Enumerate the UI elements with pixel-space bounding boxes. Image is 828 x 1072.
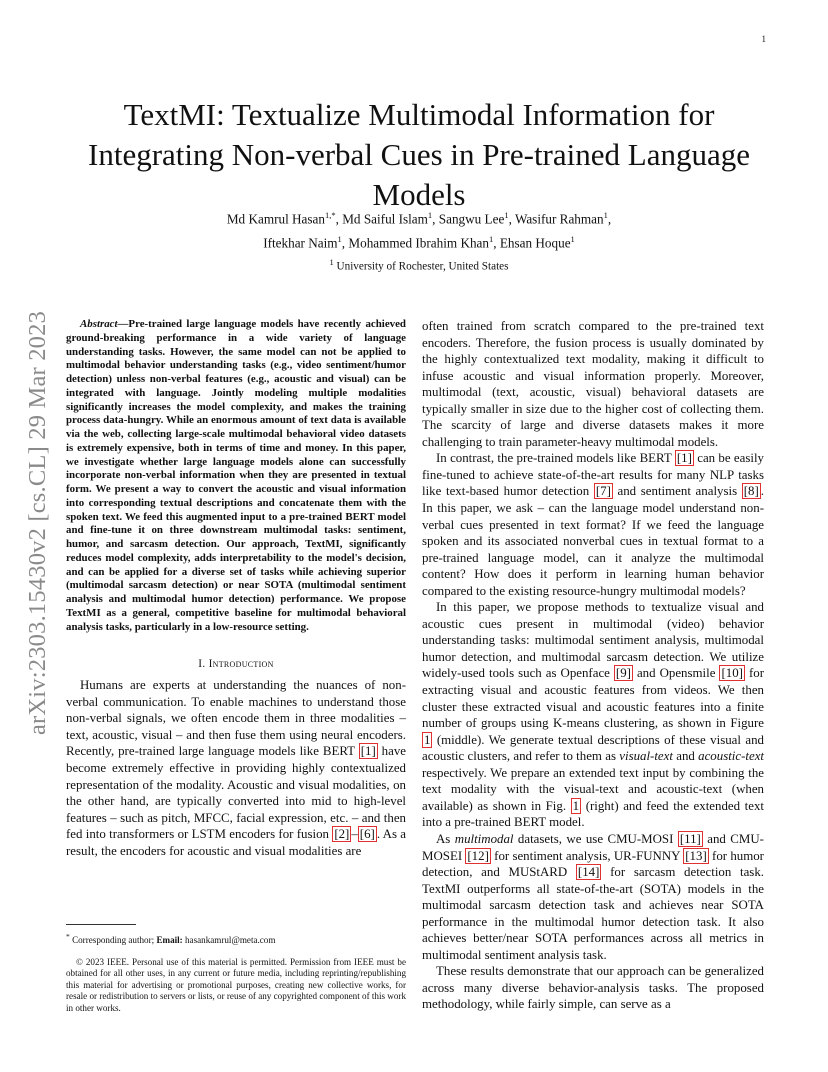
- affiliation: [70, 257, 768, 273]
- intro-paragraph-4: [422, 831, 764, 963]
- author-separator: ,: [508, 211, 515, 227]
- paper-title: TextMI: Textualize Multimodal Information for Integrating Non-verbal Cues in Pre-trained Language Models: [88, 96, 750, 212]
- author: Ehsan Hoque: [499, 235, 571, 251]
- citation-link[interactable]: [13]: [685, 848, 707, 863]
- author-separator: ,: [432, 211, 439, 227]
- figure-link[interactable]: 1: [572, 798, 580, 813]
- page-number: 1: [761, 34, 766, 44]
- author-separator: ,: [607, 211, 612, 227]
- text-run: can be easily fine-tuned to achieve state-of-the-art results for many NLP tasks like text-based humor detection: [422, 451, 764, 499]
- citation-link[interactable]: [10]: [721, 666, 743, 681]
- intro-paragraph-2: [422, 450, 764, 599]
- intro-paragraph-5: These results demonstrate that our approach can be generalized across many diverse behavior-analysis tasks. The proposed methodology, while fairly simple, can serve as a: [422, 964, 764, 1012]
- text-run: In contrast, the pre-trained models like BERT: [436, 451, 675, 466]
- author: Md Kamrul Hasan: [226, 211, 325, 227]
- affiliation-mark: 1: [329, 257, 334, 267]
- text-run: and Opensmile: [632, 666, 720, 681]
- author-separator: ,: [335, 211, 343, 227]
- text-run: (right) and feed the extended text into a pre-trained BERT model.: [422, 798, 764, 830]
- text-run: have become extremely effective in providing highly contextualized representation of the modality. Acoustic and visual modalities, on the other hand, are typically converted into mid to high-level features – such as pitch, MFCC, facial expression, etc. – and then fed into transformers or LSTM encoders for fusion: [66, 744, 406, 842]
- corresponding-author-footnote: [66, 931, 406, 947]
- intro-paragraph-1: [66, 677, 406, 859]
- citation-link[interactable]: [6]: [359, 827, 375, 842]
- text-run: respectively. We prepare an extended text input by combining the text modality with the visual-text and acoustic-text (when available) as shown in Fig.: [422, 765, 764, 813]
- text-run: . In this paper, we ask – can the language model understand non-verbal cues presented in text format? If we feed the language spoken and its associated nonverbal cues in textual format to a pre-trained language model, can it analyze the multimodal content? How does it perform in learning human behavior compared to the existing resource-hungry multimodal models?: [422, 484, 765, 598]
- abstract-text: —Pre-trained large language models have recently achieved ground-breaking performance in a wide variety of language understanding tasks. However, the same model can not be applied to multimodal behavior understanding tasks (e.g., video sentiment/humor detection) unless non-verbal features (e.g., acoustic and visual) can be integrated with language. Jointly modeling multiple modalities significantly increases the model complexity, and makes the training process data-hungry. While an enormous amount of text data is available via the web, collecting large-scale multimodal behavioral video datasets is extremely expensive, both in terms of time and money. In this paper, we investigate whether large language models alone can successfully incorporate non-verbal information when they are presented in textual form. We present a way to convert the acoustic and visual information into corresponding textual descriptions and concatenate them with the spoken text. We feed this augmented input to a pre-trained BERT model and fine-tune it on three downstream multimodal tasks: sentiment, humor, and sarcasm detection. Our approach, TextMI, significantly reduces model complexity, adds interpretability to the model's decision, and can be applied for a diverse set of tasks while achieving superior (multimodal sarcasm detection) or near SOTA (multimodal sentiment analysis and multimodal humor detection) performance. We propose TextMI as a general, competitive baseline for multimodal behavioral analysis tasks, particularly in a low-resource setting.: [66, 318, 406, 633]
- citation-link[interactable]: [11]: [679, 831, 701, 846]
- arxiv-identifier-sidebar: [18, 285, 58, 760]
- footnotes: [66, 924, 406, 1014]
- text-run: Humans are experts at understanding the nuances of non-verbal communication. To enable machines to understand those non-verbal signals, we often encode them in three modalities – text, acoustic, visual – and then fuse them using neural encoders. Recently, pre-trained large language models like BERT: [66, 678, 406, 759]
- section-heading-introduction: I. Introduction: [198, 658, 274, 671]
- text-run: for extracting visual and acoustic features from videos. We then cluster these extracted visual and acoustic features into a finite number of groups using K-means clustering, as shown in Figure: [422, 666, 764, 731]
- footnote-mark: *: [66, 932, 70, 941]
- author-list: [70, 205, 768, 254]
- citation-link[interactable]: [7]: [595, 484, 611, 499]
- footnote-rule: [66, 924, 136, 925]
- citation-link[interactable]: [8]: [743, 484, 759, 499]
- author-separator: ,: [341, 235, 349, 251]
- text-run: As: [436, 831, 455, 846]
- author-separator: ,: [493, 235, 500, 251]
- text-run: for sentiment analysis, UR-FUNNY: [490, 848, 684, 863]
- emphasis-text: visual-text: [619, 749, 673, 764]
- abstract: [66, 318, 406, 634]
- citation-link[interactable]: [2]: [334, 827, 350, 842]
- text-run: and: [672, 749, 699, 764]
- author-affiliation-mark: 1: [427, 210, 433, 220]
- text-run: (middle). We generate textual descriptions of these visual and acoustic clusters, and refer to them as: [422, 732, 764, 764]
- emphasis-text: multimodal: [454, 831, 514, 846]
- author-affiliation-mark: 1: [570, 234, 575, 245]
- author: Sangwu Lee: [438, 211, 505, 227]
- citation-link[interactable]: [1]: [360, 744, 376, 759]
- author: Mohammed Ibrahim Khan: [348, 235, 490, 251]
- footnote-text: Corresponding author;: [69, 935, 157, 946]
- footnote-email-label: Email:: [156, 935, 183, 946]
- text-run: for sarcasm detection task. TextMI outperforms all state-of-the-art (SOTA) models in the multimodal sarcasm detection task and achieves near SOTA performance in the multimodal humor detection task. It also achieves better/near SOTA performances across all metrics in multimodal sentiment analysis task.: [422, 865, 764, 962]
- author-affiliation-mark: 1: [489, 234, 494, 245]
- footnote-email: hasankamrul@meta.com: [182, 935, 276, 946]
- author: Md Saiful Islam: [342, 211, 428, 227]
- citation-link[interactable]: [14]: [577, 865, 600, 880]
- text-run: for humor detection, and MUStARD: [422, 848, 764, 880]
- text-run: –: [351, 827, 358, 842]
- citation-link[interactable]: [12]: [467, 848, 489, 863]
- text-run: and CMU-MOSEI: [422, 831, 764, 863]
- author-affiliation-mark: 1: [504, 210, 509, 220]
- author: Iftekhar Naim: [263, 235, 338, 251]
- author-affiliation-mark: 1: [337, 234, 342, 245]
- author-affiliation-mark: 1: [603, 210, 608, 220]
- figure-link[interactable]: 1: [424, 732, 431, 747]
- affiliation-text: University of Rochester, United States: [333, 260, 509, 273]
- author-affiliation-mark: 1,*: [324, 210, 336, 220]
- intro-paragraph-3: [422, 599, 764, 831]
- intro-paragraph-continued: often trained from scratch compared to the pre-trained text encoders. Therefore, the fusion process is usually dominated by the highly contextualized text modality, making it difficult to infuse acoustic and visual information properly. Moreover, multimodal (text, acoustic, visual) behavioral datasets are typically smaller in size due to the higher cost of collecting them. The scarcity of large and diverse datasets makes it more challenging to train parameter-heavy multimodal models.: [422, 319, 764, 449]
- text-run: In this paper, we propose methods to textualize visual and acoustic cues present in multimodal (video) behavior understanding tasks: multimodal sentiment analysis, multimodal humor detection, and multimodal sarcasm detection. We utilize widely-used tools such as Openface: [422, 600, 764, 681]
- abstract-label: Abstract: [80, 318, 118, 330]
- text-run: . As a result, the encoders for acoustic and visual modalities are: [66, 827, 407, 858]
- emphasis-text: acoustic-text: [698, 749, 764, 764]
- right-column: [422, 318, 764, 1013]
- left-column: [66, 318, 406, 859]
- arxiv-identifier-text: arXiv:2303.15430v2 [cs.CL] 29 Mar 2023: [24, 310, 52, 735]
- text-run: and sentiment analysis: [612, 484, 742, 499]
- copyright-notice: © 2023 IEEE. Personal use of this material is permitted. Permission from IEEE must be obtained for all other uses, in any current or future media, including reprinting/republishing this material for advertising or promotional purposes, creating new collective works, for resale or redistribution to servers or lists, or reuse of any copyrighted component of this work in other works.: [66, 956, 406, 1013]
- citation-link[interactable]: [1]: [676, 451, 692, 466]
- citation-link[interactable]: [9]: [615, 666, 631, 681]
- author: Wasifur Rahman: [514, 211, 604, 227]
- text-run: datasets, we use CMU-MOSI: [513, 831, 678, 846]
